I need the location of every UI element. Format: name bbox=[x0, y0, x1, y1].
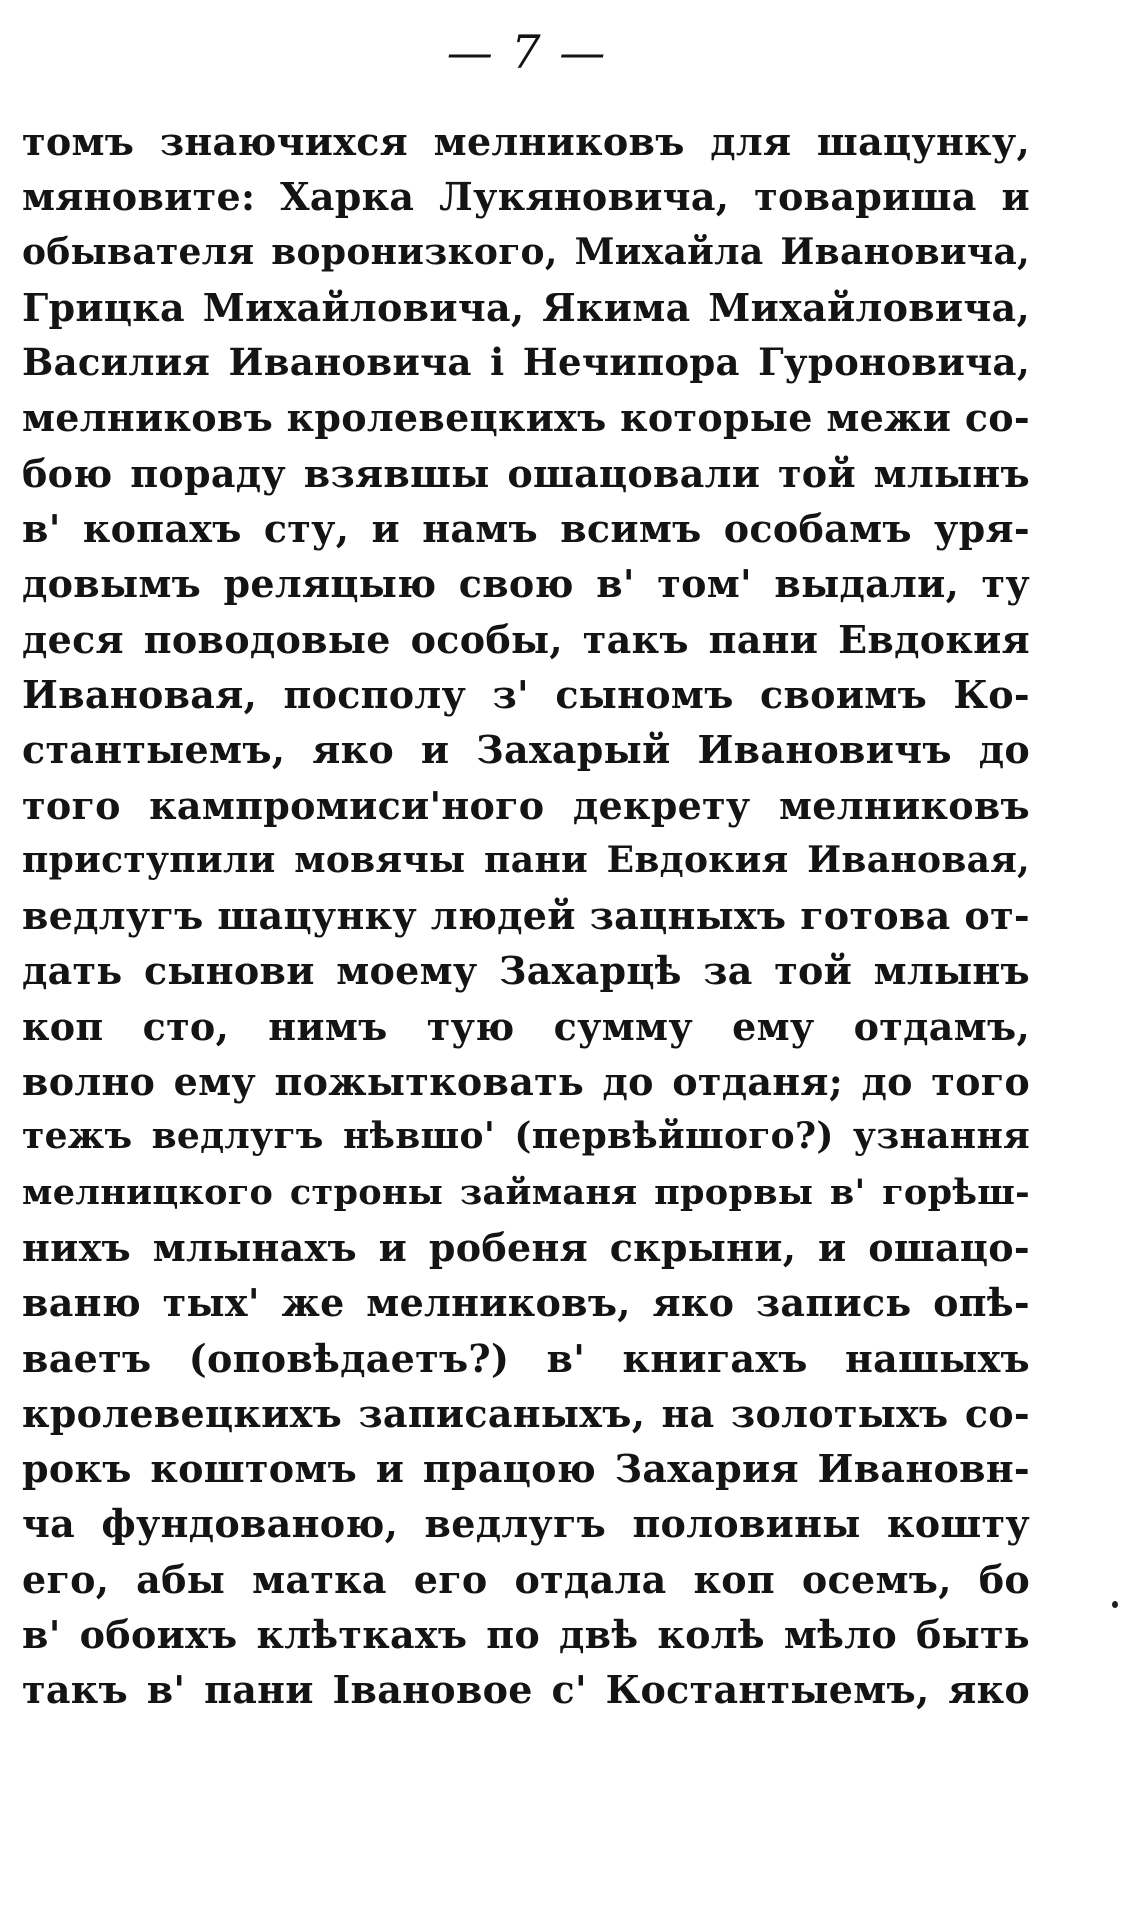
margin-ink-mark bbox=[1112, 1601, 1118, 1608]
text-line: ваню тых' же мелниковъ, яко запись опѣ- bbox=[22, 1280, 1030, 1326]
text-line: нихъ млынахъ и робеня скрыни, и ошацо- bbox=[22, 1224, 1030, 1270]
text-line: мяновите: Харка Лукяновича, товариша и bbox=[22, 174, 1030, 220]
text-line: такъ в' пани Івановое с' Костантыемъ, яко bbox=[22, 1667, 1030, 1713]
text-line: Василия Ивановича і Нечипора Гуроновича, bbox=[22, 340, 1030, 385]
text-line: в' обоихъ клѣткахъ по двѣ колѣ мѣло быть bbox=[22, 1612, 1030, 1658]
text-line: довымъ реляцыю свою в' том' выдали, ту bbox=[22, 561, 1030, 607]
text-line: стантыемъ, яко и Захарый Ивановичъ до bbox=[22, 727, 1030, 773]
text-line: мелниковъ кролевецкихъ которые межи со- bbox=[22, 395, 1030, 441]
text-line: рокъ коштомъ и працою Захария Ивановн- bbox=[22, 1446, 1030, 1492]
text-line: Ивановая, посполу з' сыномъ своимъ Ко- bbox=[22, 671, 1030, 717]
text-line: в' копахъ сту, и намъ всимъ особамъ уря- bbox=[22, 506, 1030, 552]
text-line: ваетъ (оповѣдаетъ?) в' книгахъ нашыхъ bbox=[22, 1335, 1030, 1381]
text-line: обывателя воронизкого, Михайла Ивановича, bbox=[22, 230, 1030, 273]
text-line: деся поводовые особы, такъ пани Евдокия bbox=[22, 616, 1030, 662]
text-line: мелницкого строны займаня прорвы в' горѣш- bbox=[22, 1171, 1030, 1213]
text-line: тежъ ведлугъ нѣвшо' (первѣйшого?) узнання bbox=[22, 1115, 1030, 1158]
body-text bbox=[22, 114, 1030, 1718]
text-line: его, абы матка его отдала коп осемъ, бо bbox=[22, 1556, 1030, 1602]
text-line: коп сто, нимъ тую сумму ему отдамъ, bbox=[22, 1003, 1030, 1049]
text-line: Грицка Михайловича, Якима Михайловича, bbox=[22, 284, 1030, 330]
text-line: ведлугъ шацунку людей зацныхъ готова от- bbox=[22, 893, 1030, 939]
page-number: — 7 — bbox=[446, 25, 608, 79]
text-line: того кампромиси'ного декрету мелниковъ bbox=[22, 782, 1030, 828]
text-line: кролевецкихъ записаныхъ, на золотыхъ со- bbox=[22, 1390, 1030, 1436]
text-line: дать сынови моему Захарцѣ за той млынъ bbox=[22, 948, 1030, 994]
text-line: приступили мовячы пани Евдокия Ивановая, bbox=[22, 838, 1030, 881]
text-line: ча фундованою, ведлугъ половины кошту bbox=[22, 1501, 1030, 1547]
text-line: бою пораду взявшы ошацовали той млынъ bbox=[22, 450, 1030, 496]
text-line: томъ знаючихся мелниковъ для шацунку, bbox=[22, 119, 1030, 164]
text-line: волно ему пожытковать до отданя; до того bbox=[22, 1059, 1030, 1105]
